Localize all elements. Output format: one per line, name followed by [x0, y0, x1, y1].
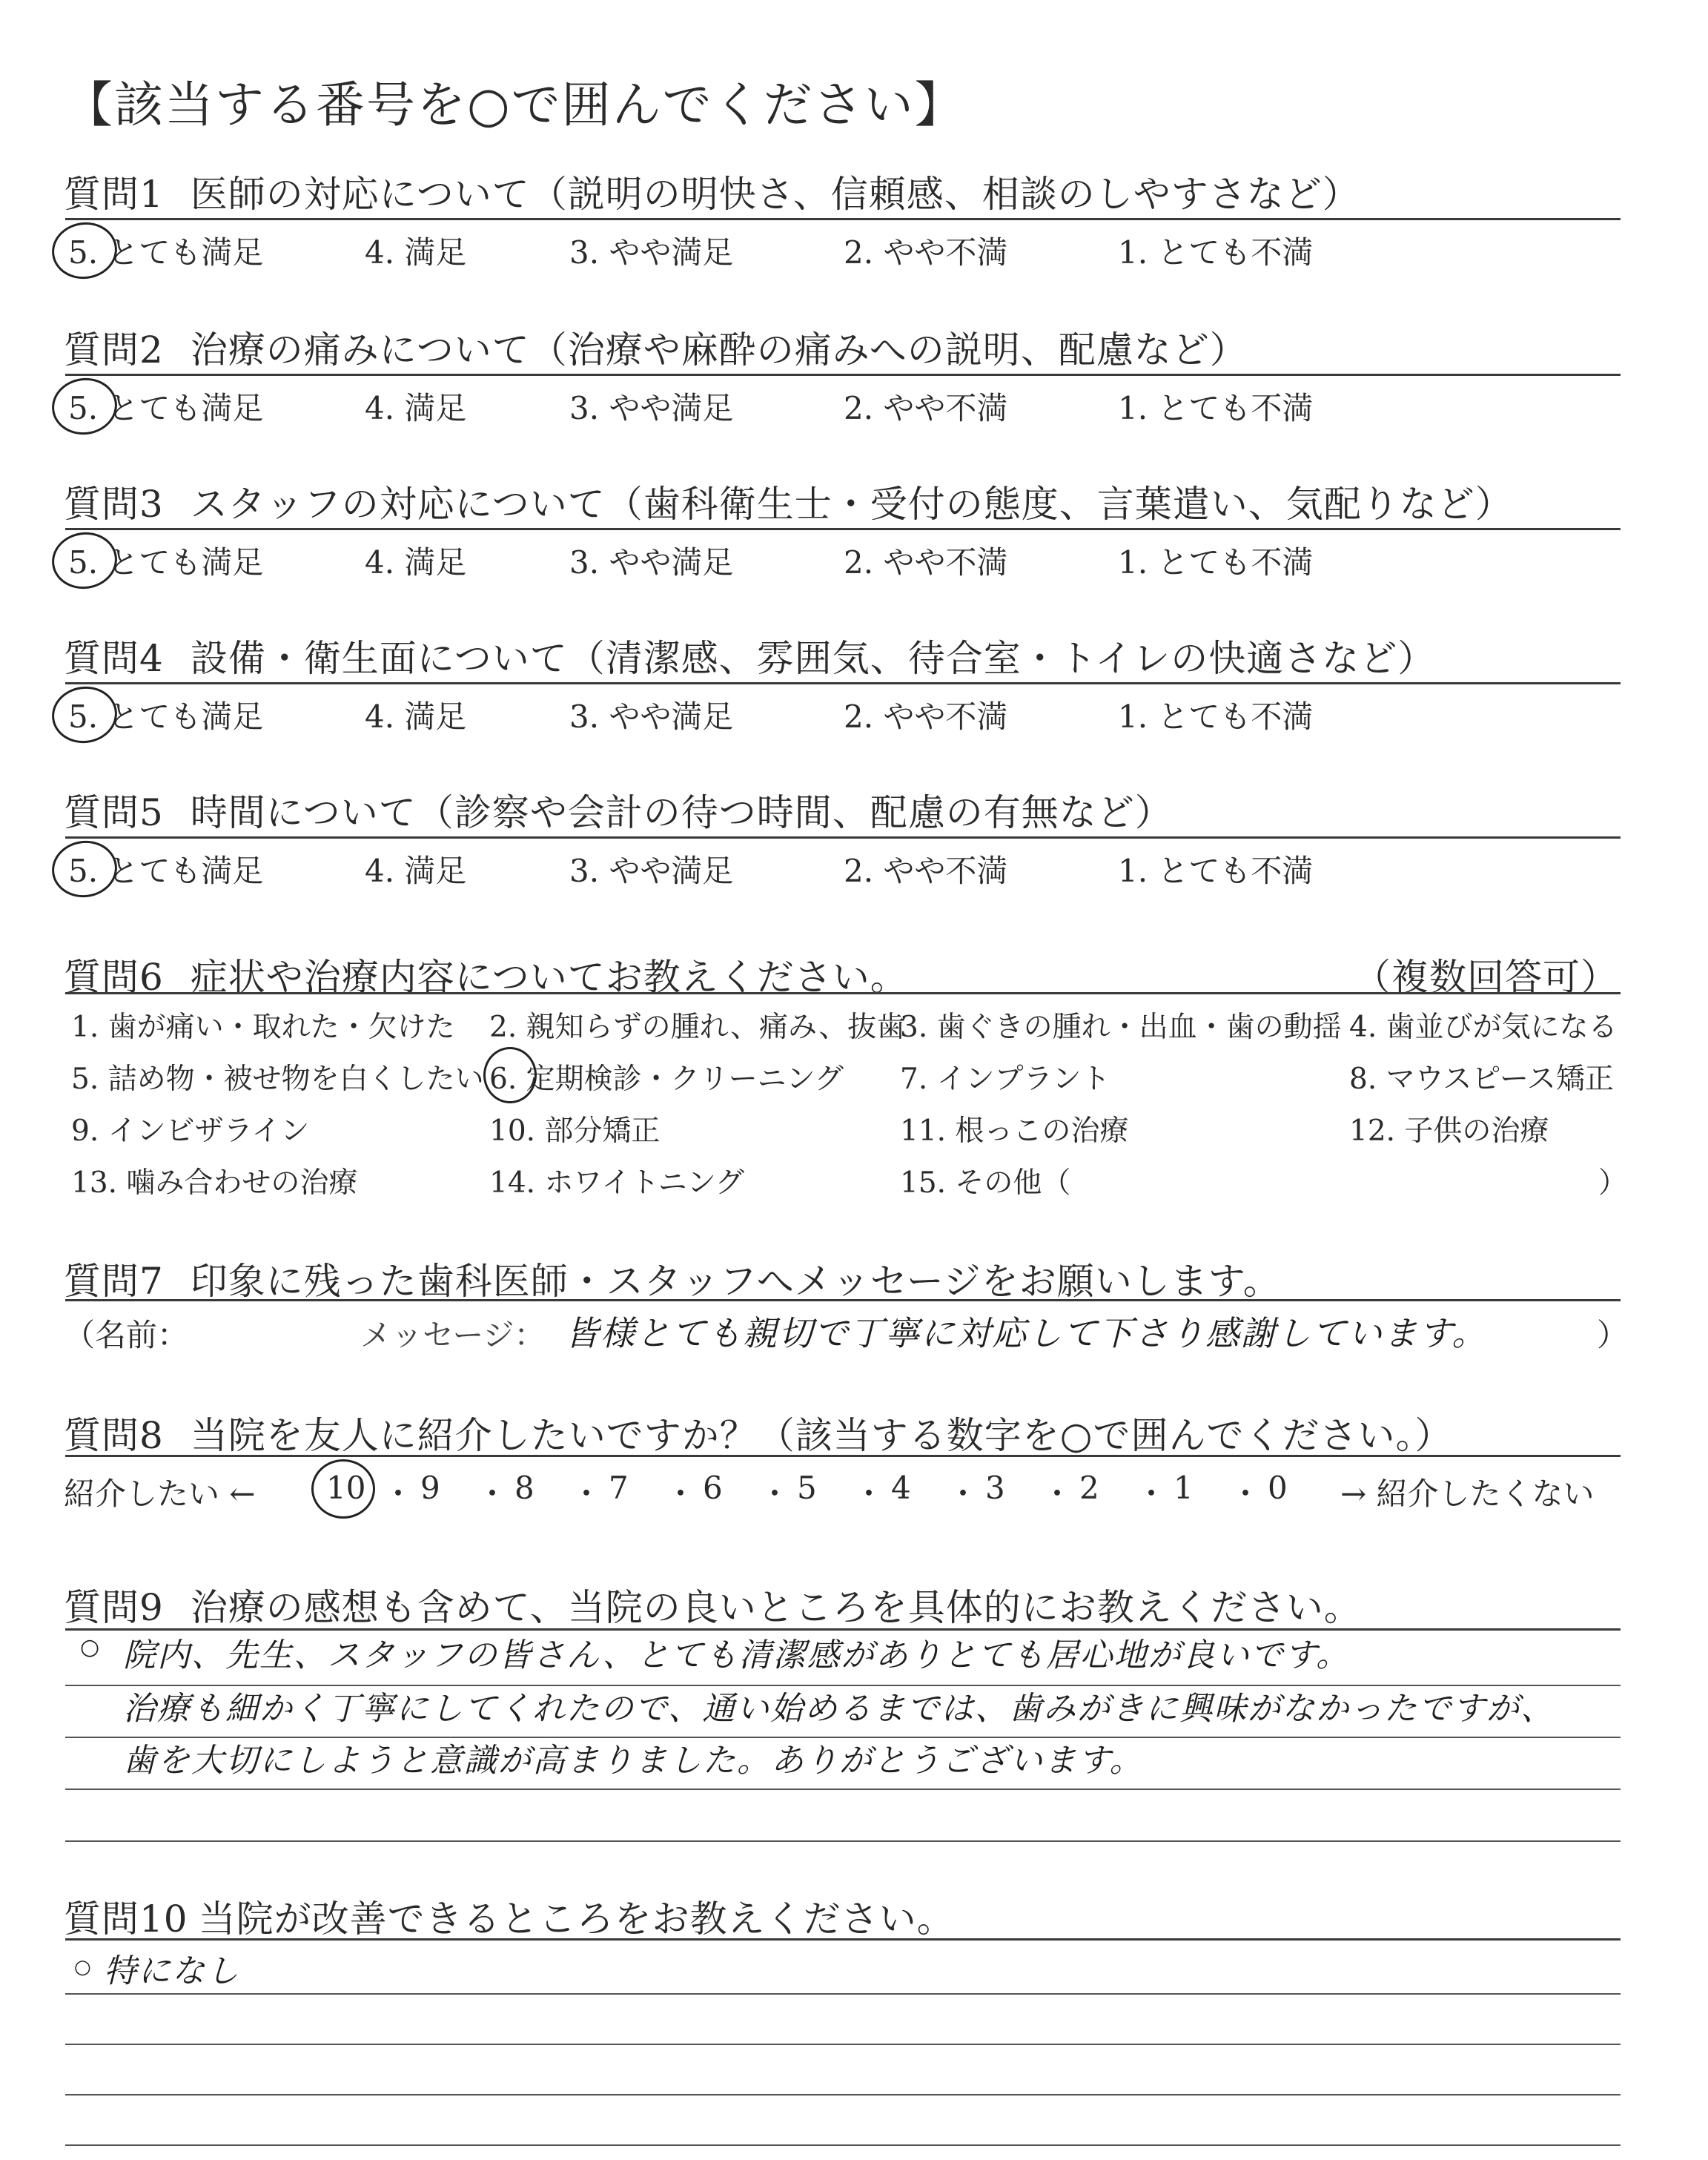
q8-dot: ・	[383, 1476, 414, 1512]
q8-value-7[interactable]: 7	[609, 1470, 629, 1506]
q8-heading	[64, 1406, 1452, 1459]
q8-dot: ・	[665, 1476, 697, 1512]
q8-dot: ・	[571, 1476, 603, 1512]
q4-text: 設備・衛生面について（清潔感、雰囲気、待合室・トイレの快適さなど）	[190, 637, 1436, 680]
q1-rule	[65, 218, 1621, 220]
q5-heading	[64, 783, 1173, 836]
q9-heading	[64, 1578, 1362, 1631]
q8-dot: ・	[759, 1476, 791, 1512]
q6-option-7[interactable]: 7. インプラント	[900, 1063, 1110, 1096]
q1-text: 医師の対応について（説明の明快さ、信頼感、相談のしやすさなど）	[190, 173, 1360, 216]
q9-answer-line-1: 院内、先生、スタッフの皆さん、とても清潔感がありとても居心地が良いです。	[123, 1636, 1351, 1674]
q9-answer-line-3: 歯を大切にしようと意識が高まりました。ありがとうございます。	[123, 1742, 1144, 1780]
q6-number: 質問6	[64, 956, 164, 999]
q4-rule	[65, 682, 1621, 684]
q8-left-label: 紹介したい ←	[64, 1476, 256, 1512]
q10-line-1	[65, 1993, 1621, 1995]
q8-dot: ・	[947, 1476, 979, 1512]
q10-number: 質問10	[64, 1898, 188, 1941]
q8-dot: ・	[1136, 1476, 1168, 1512]
q1-option-4[interactable]: 4. 満足	[365, 234, 467, 271]
q6-option-12[interactable]: 12. 子供の治療	[1349, 1114, 1549, 1148]
q7-rule	[65, 1299, 1621, 1301]
q4-option-3[interactable]: 3. やや満足	[569, 698, 734, 735]
q6-selected-circle	[483, 1047, 537, 1103]
q6-option-6[interactable]: 6. 定期検診・クリーニング	[489, 1063, 844, 1096]
q8-value-9[interactable]: 9	[420, 1470, 440, 1506]
q6-option-16: ）	[1598, 1166, 1628, 1200]
q7-name-label: （名前：	[64, 1317, 189, 1353]
q8-value-1[interactable]: 1	[1174, 1470, 1194, 1506]
q4-option-5[interactable]: 5. とても満足	[68, 698, 264, 735]
q1-option-5[interactable]: 5. とても満足	[68, 234, 264, 271]
q2-option-4[interactable]: 4. 満足	[365, 390, 467, 426]
q10-line-2	[65, 2044, 1621, 2045]
q5-option-5[interactable]: 5. とても満足	[68, 853, 264, 889]
q6-option-11[interactable]: 11. 根っこの治療	[900, 1114, 1129, 1148]
q8-selected-circle	[311, 1459, 375, 1519]
q7-message-handwritten: 皆様とても親切で丁寧に対応して下さり感謝しています。	[565, 1313, 1488, 1353]
q5-number: 質問5	[64, 791, 164, 834]
q3-option-5[interactable]: 5. とても満足	[68, 544, 264, 581]
q8-dot: ・	[1230, 1476, 1262, 1512]
q4-number: 質問4	[64, 637, 164, 680]
page-title: 【該当する番号を○で囲んでください】	[64, 76, 965, 133]
q5-option-2[interactable]: 2. やや不満	[844, 853, 1008, 889]
q6-option-4[interactable]: 4. 歯並びが気になる	[1349, 1011, 1618, 1044]
q8-dot: ・	[1042, 1476, 1073, 1512]
q4-option-1[interactable]: 1. とても不満	[1118, 698, 1314, 735]
q6-option-14[interactable]: 14. ホワイトニング	[489, 1166, 744, 1200]
q9-line-3	[65, 1789, 1621, 1790]
q6-multiple-note: （複数回答可）	[1354, 956, 1618, 999]
q6-option-9[interactable]: 9. インビザライン	[71, 1114, 310, 1148]
q1-number: 質問1	[64, 173, 164, 216]
q10-line-3	[65, 2094, 1621, 2095]
q1-heading	[64, 165, 1360, 218]
q3-option-3[interactable]: 3. やや満足	[569, 544, 734, 581]
q2-option-5[interactable]: 5. とても満足	[68, 390, 264, 426]
q6-option-13[interactable]: 13. 噛み合わせの治療	[71, 1166, 358, 1200]
q7-number: 質問7	[64, 1260, 164, 1303]
q7-message-label: メッセージ：	[360, 1317, 546, 1353]
q2-heading	[64, 320, 1248, 374]
q8-number: 質問8	[64, 1414, 164, 1457]
q8-value-6[interactable]: 6	[703, 1470, 723, 1506]
q6-option-15[interactable]: 15. その他（	[900, 1166, 1071, 1200]
q9-line-4	[65, 1840, 1621, 1842]
q1-option-3[interactable]: 3. やや満足	[569, 234, 734, 271]
q8-value-8[interactable]: 8	[514, 1470, 534, 1506]
q10-heading	[64, 1889, 955, 1943]
q3-option-2[interactable]: 2. やや不満	[844, 544, 1008, 581]
q3-rule	[65, 528, 1621, 530]
q6-option-8[interactable]: 8. マウスピース矯正	[1349, 1063, 1614, 1096]
q9-bullet: ○	[80, 1634, 102, 1660]
q8-right-label: → 紹介したくない	[1340, 1476, 1595, 1512]
q4-heading	[64, 629, 1435, 682]
q3-option-1[interactable]: 1. とても不満	[1118, 544, 1314, 581]
q5-option-1[interactable]: 1. とても不満	[1118, 853, 1314, 889]
q3-text: スタッフの対応について（歯科衛生士・受付の態度、言葉遣い、気配りなど）	[190, 483, 1513, 526]
q9-answer-line-2: 治療も細かく丁寧にしてくれたので、通い始めるまでは、歯みがきに興味がなかったですが、	[123, 1690, 1555, 1728]
q2-option-3[interactable]: 3. やや満足	[569, 390, 734, 426]
q2-text: 治療の痛みについて（治療や麻酔の痛みへの説明、配慮など）	[190, 328, 1248, 371]
q8-value-2[interactable]: 2	[1079, 1470, 1099, 1506]
q10-bullet: ○	[74, 1956, 93, 1978]
q2-rule	[65, 374, 1621, 376]
q1-option-1[interactable]: 1. とても不満	[1118, 234, 1314, 271]
q10-text: 当院が改善できるところをお教えください。	[198, 1898, 955, 1941]
q6-option-2[interactable]: 2. 親知らずの腫れ、痛み、抜歯	[489, 1011, 906, 1044]
q9-text: 治療の感想も含めて、当院の良いところを具体的にお教えください。	[190, 1586, 1362, 1629]
q8-value-0[interactable]: 0	[1268, 1470, 1288, 1506]
q9-number: 質問9	[64, 1586, 164, 1629]
q8-value-5[interactable]: 5	[797, 1470, 817, 1506]
q2-option-2[interactable]: 2. やや不満	[844, 390, 1008, 426]
q5-option-3[interactable]: 3. やや満足	[569, 853, 734, 889]
q3-option-4[interactable]: 4. 満足	[365, 544, 467, 581]
q8-dot: ・	[477, 1476, 509, 1512]
q8-rule	[65, 1455, 1621, 1457]
q10-rule	[65, 1938, 1621, 1941]
q1-option-2[interactable]: 2. やや不満	[844, 234, 1008, 271]
q4-option-2[interactable]: 2. やや不満	[844, 698, 1008, 735]
q5-rule	[65, 836, 1621, 839]
q8-value-10[interactable]: 10	[326, 1470, 366, 1506]
q6-option-1[interactable]: 1. 歯が痛い・取れた・欠けた	[71, 1011, 455, 1044]
q8-text: 当院を友人に紹介したいですか？（該当する数字を○で囲んでください。）	[190, 1414, 1453, 1457]
q8-dot: ・	[853, 1476, 885, 1512]
q2-option-1[interactable]: 1. とても不満	[1118, 390, 1314, 426]
q6-option-3[interactable]: 3. 歯ぐきの腫れ・出血・歯の動揺	[900, 1011, 1342, 1044]
q7-text: 印象に残った歯科医師・スタッフへメッセージをお願いします。	[190, 1260, 1281, 1303]
q3-heading	[64, 475, 1513, 528]
q6-rule	[65, 992, 1621, 994]
q8-value-4[interactable]: 4	[891, 1470, 911, 1506]
q6-option-10[interactable]: 10. 部分矯正	[489, 1114, 661, 1148]
q8-value-3[interactable]: 3	[985, 1470, 1005, 1506]
q2-number: 質問2	[64, 328, 164, 371]
q3-number: 質問3	[64, 483, 164, 526]
q7-close-paren: ）	[1597, 1317, 1629, 1353]
q6-option-5[interactable]: 5. 詰め物・被せ物を白くしたい	[71, 1063, 484, 1096]
q5-option-4[interactable]: 4. 満足	[365, 853, 467, 889]
q10-line-4	[65, 2144, 1621, 2146]
q4-option-4[interactable]: 4. 満足	[365, 698, 467, 735]
q10-answer: 特になし	[104, 1952, 240, 1990]
q7-heading	[64, 1252, 1281, 1305]
q6-text: 症状や治療内容についてお教えください。	[190, 956, 908, 999]
q5-text: 時間について（診察や会計の待つ時間、配慮の有無など）	[190, 791, 1173, 834]
